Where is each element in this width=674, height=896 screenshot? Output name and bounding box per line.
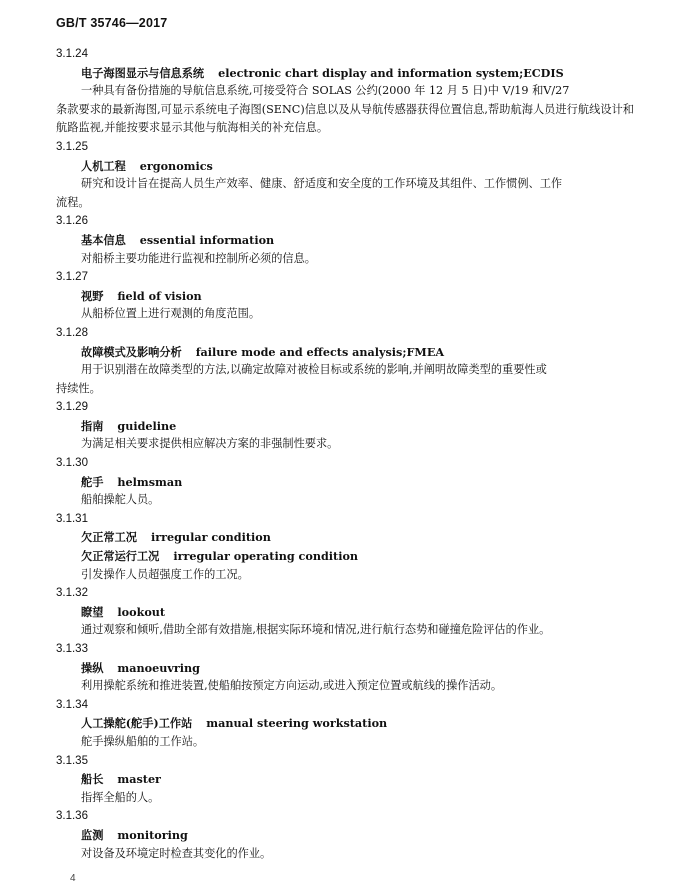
entry-number: 3.1.30: [56, 457, 88, 470]
term-definition: 研究和设计旨在提高人员生产效率、健康、舒适度和安全度的工作环境及其组件、工作惯例、工作: [81, 177, 563, 191]
term-en: field of vision: [117, 288, 202, 303]
term-heading: [56, 528, 634, 547]
term-heading: [56, 157, 634, 176]
term-entry: [56, 807, 634, 863]
term-heading: [56, 287, 634, 306]
term-definition: 舵手操纵船舶的工作站。: [81, 734, 205, 748]
term-entry: [56, 212, 634, 268]
term-zh: 电子海图显示与信息系统: [81, 65, 205, 80]
term-zh: 操纵: [81, 660, 104, 675]
entry-number: 3.1.28: [56, 326, 88, 339]
term-entry: [56, 324, 634, 398]
term-zh: 故障模式及影响分析: [81, 344, 182, 359]
term-zh: 船长: [81, 772, 104, 787]
term-definition: 指挥全船的人。: [81, 790, 160, 804]
term-definition: 引发操作人员超强度工作的工况。: [81, 567, 249, 581]
term-zh: 欠正常工况: [81, 530, 137, 545]
term-definition: 对船桥主要功能进行监视和控制所必须的信息。: [81, 251, 316, 265]
term-en: essential information: [139, 232, 275, 247]
term-heading: [56, 231, 634, 250]
term-entry: [56, 752, 634, 808]
term-entry: [56, 584, 634, 640]
term-en: ergonomics: [139, 158, 213, 173]
document-header: GB/T 35746—2017: [56, 16, 168, 30]
term-definition: 船舶操舵人员。: [81, 493, 160, 507]
entry-number: 3.1.36: [56, 810, 88, 823]
term-en: guideline: [117, 418, 177, 433]
term-en: master: [117, 772, 161, 787]
term-zh: 视野: [81, 288, 104, 303]
term-entry: [56, 640, 634, 696]
term-heading: [56, 770, 634, 789]
entry-number: 3.1.31: [56, 512, 88, 525]
entry-number: 3.1.35: [56, 754, 88, 767]
term-zh: 基本信息: [81, 232, 126, 247]
term-heading: [56, 603, 634, 622]
term-entry: [56, 454, 634, 510]
term-en: lookout: [117, 604, 166, 619]
term-entry: [56, 45, 634, 138]
term-zh: 人工操舵(舵手)工作站: [81, 716, 193, 731]
term-entry: [56, 696, 634, 752]
term-zh: 人机工程: [81, 158, 126, 173]
term-en: manual steering workstation: [206, 716, 388, 731]
term-en: helmsman: [117, 474, 183, 489]
term-heading: [56, 547, 634, 566]
term-zh: 欠正常运行工况: [81, 549, 160, 564]
term-en: failure mode and effects analysis;FMEA: [195, 344, 445, 359]
term-zh: 舵手: [81, 474, 104, 489]
term-en: manoeuvring: [117, 660, 200, 675]
term-definition: 用于识别潜在故障类型的方法,以确定故障对被检目标或系统的影响,并阐明故障类型的重要性或: [81, 363, 547, 377]
term-definition-continued: 持续性。: [56, 381, 101, 395]
term-heading: [56, 826, 634, 845]
term-definition-continued: 条款要求的最新海图,可显示系统电子海图(SENC)信息以及从导航传感器获得位置信息,帮助航海人员进行航线设计和航路监视,并能按要求显示其他与航海相关的补充信息。: [56, 102, 634, 135]
term-heading: [56, 343, 634, 362]
term-heading: [56, 473, 634, 492]
entry-number: 3.1.32: [56, 587, 88, 600]
term-heading: [56, 64, 634, 83]
term-entry: [56, 268, 634, 324]
term-definition-continued: 流程。: [56, 195, 90, 209]
term-zh: 指南: [81, 418, 104, 433]
entry-number: 3.1.25: [56, 140, 88, 153]
term-zh: 瞭望: [81, 604, 104, 619]
entry-number: 3.1.34: [56, 698, 88, 711]
entry-number: 3.1.27: [56, 271, 88, 284]
terms-list: [56, 45, 634, 863]
term-en: monitoring: [117, 827, 188, 842]
term-definition: 对设备及环境定时检查其变化的作业。: [81, 846, 272, 860]
term-en: irregular operating condition: [173, 549, 359, 564]
term-en: irregular condition: [150, 530, 271, 545]
page-number: 4: [70, 873, 76, 884]
term-heading: [56, 417, 634, 436]
term-heading: [56, 714, 634, 733]
term-definition: 为满足相关要求提供相应解决方案的非强制性要求。: [81, 437, 339, 451]
term-definition: 一种具有备份措施的导航信息系统,可接受符合 SOLAS 公约(2000 年 12 月 5 日)中 V/19 和V/27: [81, 84, 570, 98]
entry-number: 3.1.24: [56, 48, 88, 60]
term-definition: 通过观察和倾听,借助全部有效措施,根据实际环境和情况,进行航行态势和碰撞危险评估的作业。: [81, 623, 551, 637]
term-entry: [56, 138, 634, 212]
entry-number: 3.1.26: [56, 215, 88, 228]
term-heading: [56, 659, 634, 678]
term-entry: [56, 398, 634, 454]
term-definition: 从船桥位置上进行观测的角度范围。: [81, 307, 261, 321]
term-en: electronic chart display and information system;ECDIS: [218, 65, 564, 80]
term-definition: 利用操舵系统和推进装置,使船舶按预定方向运动,或进入预定位置或航线的操作活动。: [81, 679, 503, 693]
entry-number: 3.1.29: [56, 401, 88, 414]
entry-number: 3.1.33: [56, 643, 88, 655]
term-entry: [56, 510, 634, 584]
term-zh: 监测: [81, 827, 104, 842]
